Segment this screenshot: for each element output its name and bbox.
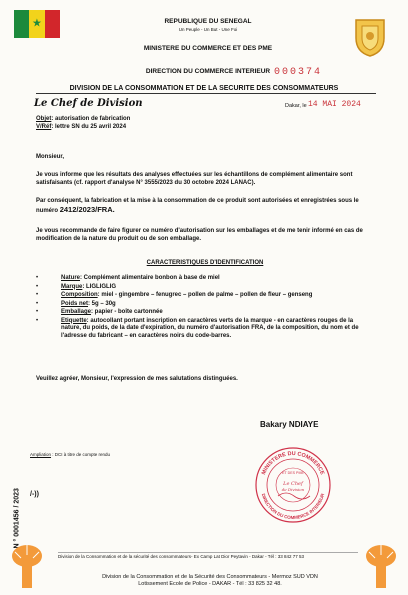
objet-label: Objet bbox=[36, 116, 52, 122]
item-value: : 5g – 30g bbox=[88, 300, 116, 307]
list-item: • Emballage: papier - boîte cartonnée bbox=[36, 309, 163, 315]
chef-division-title: Le Chef de Division bbox=[34, 98, 143, 109]
item-label: Etiquette bbox=[61, 317, 87, 324]
ampliation bbox=[30, 452, 110, 457]
division-underline bbox=[36, 93, 376, 94]
item-label: Nature bbox=[61, 275, 81, 281]
section-title: CARACTERISTIQUES D'IDENTIFICATION bbox=[146, 260, 264, 266]
item-label: Composition bbox=[61, 292, 98, 298]
paragraph-3: Je vous recommande de faire figurer ce numéro d'autorisation sur les emballages et de me tenir informé en cas de modification de la nature du produit ou de son emballage. bbox=[36, 228, 363, 242]
list-item: • Marque: LIGLIGLIG bbox=[36, 283, 117, 290]
ref-label: V/Réf bbox=[36, 124, 52, 130]
ministry-title: MINISTERE DU COMMERCE ET DES PME bbox=[143, 45, 273, 52]
signatory-name: Bakary NDIAYE bbox=[260, 420, 319, 429]
item-value: : LIGLIGLIG bbox=[82, 283, 117, 290]
item-label: Emballage bbox=[61, 309, 92, 315]
footer-address bbox=[60, 574, 360, 588]
stamp-bottom-text: DIRECTION DU COMMERCE INTERIEUR bbox=[260, 492, 326, 521]
list-item: • Poids net: 5g – 30g bbox=[36, 300, 116, 307]
stamp-top-text: MINISTERE DU COMMERCE bbox=[260, 450, 326, 476]
list-item: • Etiquette: autocollant portant inscription en caractères verts de la marque - en caractères rouges de la nature, du poids, de la date d'expiration, du numéro d'autorisation FRA, de la composition, du nom et de l'adresse du fabricant – en caractères noirs du code-barres. bbox=[36, 317, 359, 339]
division-title: DIVISION DE LA CONSOMMATION ET DE LA SECURITE DES CONSOMMATEURS bbox=[69, 85, 339, 92]
official-stamp bbox=[254, 446, 332, 524]
baobab-tree-icon bbox=[364, 542, 398, 590]
item-value: : Complément alimentaire bonbon à base de miel bbox=[80, 275, 220, 281]
stamp-inner-text: ET DES PME bbox=[282, 471, 304, 475]
motto: Un Peuple - Un But - Une Foi bbox=[178, 27, 238, 32]
item-value: : miel - gingembre – fenugrec – pollen de palme – pollen de fleur – genseng bbox=[97, 292, 313, 298]
authorization-number: 2412/2023/FRA. bbox=[59, 204, 115, 214]
dakar-label: Dakar, le bbox=[285, 103, 307, 109]
ref-line bbox=[36, 124, 336, 132]
footer-line-3: Lotissement Ecole de Police - DAKAR - Tél : 33 825 32 48. bbox=[138, 581, 282, 587]
item-label: Marque bbox=[61, 283, 83, 290]
stamp-center-text-2: de Division bbox=[281, 487, 305, 492]
objet-text: : autorisation de fabrication bbox=[51, 116, 131, 122]
document-number: 000374 bbox=[274, 67, 323, 78]
item-label: Poids net bbox=[61, 300, 89, 307]
date-stamp: 14 MAI 2024 bbox=[308, 100, 361, 109]
paragraph-2 bbox=[36, 198, 372, 215]
senegal-flag bbox=[14, 10, 60, 38]
ampliation-label: Ampliation bbox=[30, 452, 52, 457]
baobab-tree-icon bbox=[10, 542, 44, 590]
svg-text:DIRECTION DU COMMERCE INTERIEU bbox=[261, 492, 326, 520]
item-value: : autocollant portant inscription en caractères verts de la marque - en caractères rouges de la nature, du poids, de la date d'expiration, du numéro d'autorisation FRA, de la composition, du nom et de l'adresse du fabricant – en caractères noirs du code-barres. bbox=[61, 317, 359, 339]
ref-text: : lettre SN du 25 avril 2024 bbox=[51, 124, 127, 130]
characteristics-list bbox=[36, 275, 366, 341]
paragraph-1: Je vous informe que les résultats des analyses effectuées sur les échantillons de complément alimentaire sont satisfaisants (cf. rapport d'analyse N° 3555/2023 du 30 octobre 2024 LANAC). bbox=[36, 172, 353, 186]
paragraph-2-text: Par conséquent, la fabrication et la mise à la consommation de ce produit sont autorisées et enregistrées sous le numéro bbox=[36, 198, 359, 214]
side-number-text: N ° 0001456 / 2023 bbox=[13, 488, 21, 549]
item-value: : papier - boîte cartonnée bbox=[91, 309, 163, 315]
objet-line bbox=[36, 116, 336, 124]
side-number bbox=[12, 470, 22, 550]
star-icon: ★ bbox=[32, 17, 42, 30]
closing: Veuillez agréer, Monsieur, l'expression de mes salutations distinguées. bbox=[36, 376, 238, 382]
side-mark: /-)) bbox=[30, 491, 39, 498]
salutation: Monsieur, bbox=[36, 154, 65, 160]
direction-title: DIRECTION DU COMMERCE INTERIEUR bbox=[145, 68, 271, 75]
ampliation-text: : DCI à titre de compte rendu bbox=[51, 452, 111, 457]
coat-of-arms-icon bbox=[352, 16, 388, 58]
list-item: • Nature: Complément alimentaire bonbon à base de miel bbox=[36, 275, 220, 281]
stamp-center-text: Le Chef bbox=[283, 481, 303, 487]
list-item: • Composition: miel - gingembre – fenugrec – pollen de palme – pollen de fleur – genseng bbox=[36, 292, 313, 298]
footer-line-2: Division de la Consommation et de la Sécurité des Consommateurs - Mermoz SUD VDN bbox=[102, 574, 318, 580]
footer-line-1: Division de la Consommation et de la sécurité des consommateurs- Ex Camp Lat Dior Peytavin - Dakar - Tél : 33 842 77 53 bbox=[58, 552, 358, 559]
republic-title: REPUBLIQUE DU SENEGAL bbox=[164, 18, 252, 25]
